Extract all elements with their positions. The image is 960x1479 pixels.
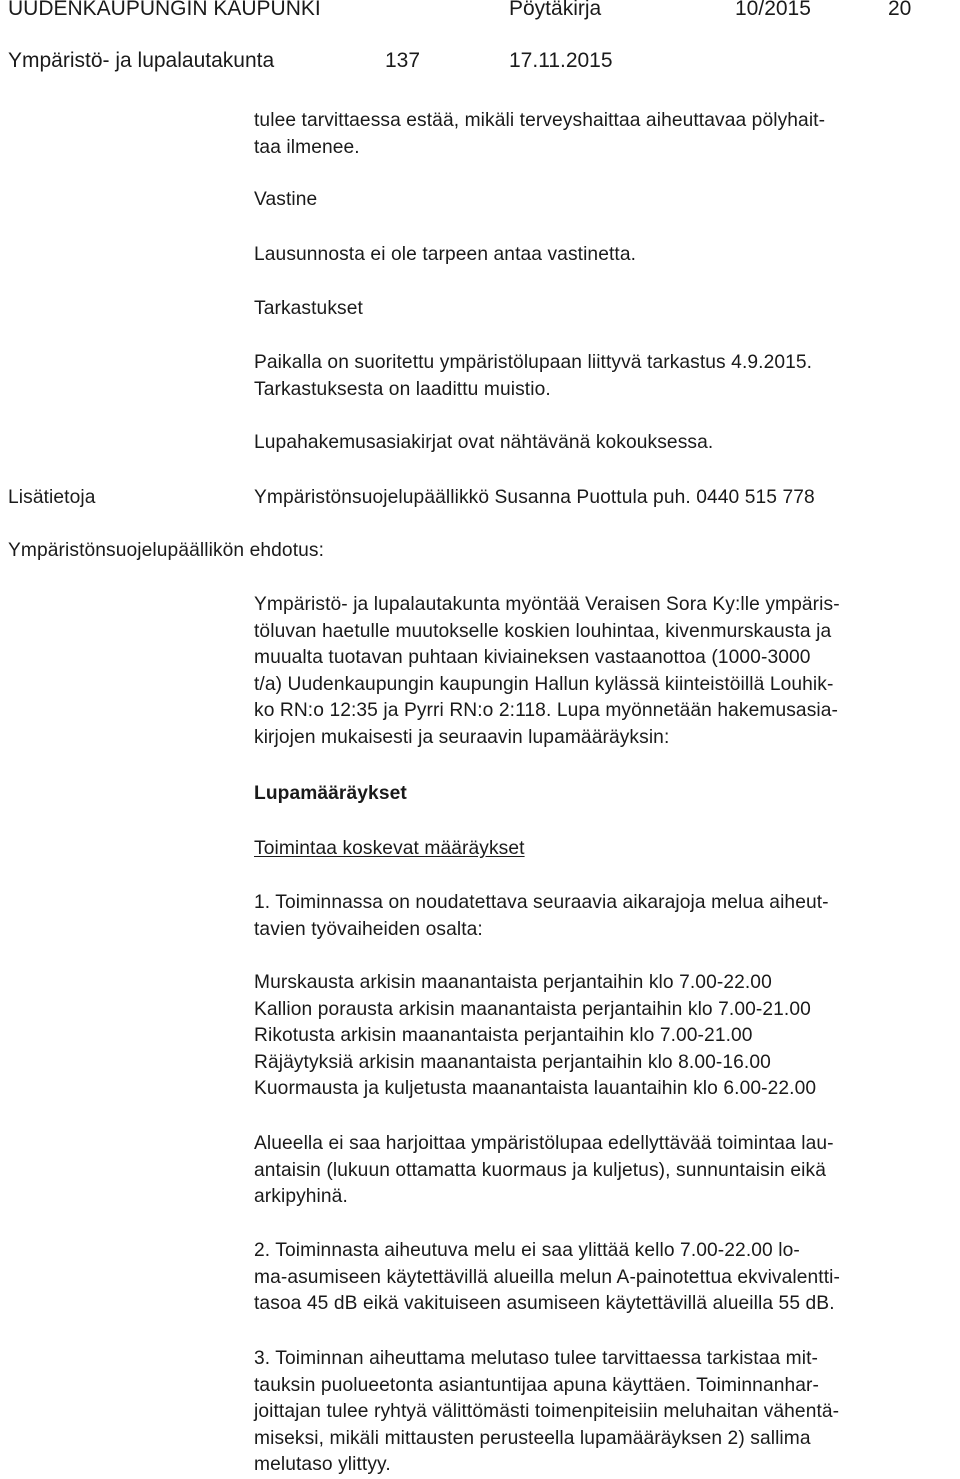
work-hours-list xyxy=(254,970,816,1103)
section-number: 137 xyxy=(385,49,421,72)
intro-paragraph xyxy=(254,108,825,161)
tarkastukset-line: Tarkastuksesta on laadittu muistio. xyxy=(254,378,551,400)
lisatietoja-text: Ympäristönsuojelupäällikkö Susanna Puottula puh. 0440 515 778 xyxy=(254,487,815,508)
item-1-line: tavien työvaiheiden osalta: xyxy=(254,918,483,940)
item-3-paragraph xyxy=(254,1346,839,1479)
proposal-line: Ympäristö- ja lupalautakunta myöntää Veraisen Sora Ky:lle ympäris- xyxy=(254,594,840,615)
page-number: 20 xyxy=(888,0,912,20)
weekend-line: arkipyhinä. xyxy=(254,1186,348,1207)
document-type: Pöytäkirja xyxy=(509,0,602,20)
proposal-line: ko RN:o 12:35 ja Pyrri RN:o 2:118. Lupa myönnetään hakemusasia- xyxy=(254,700,839,721)
work-hours-item: Kallion porausta arkisin maanantaista perjantaihin klo 7.00-21.00 xyxy=(254,998,811,1020)
work-hours-item: Räjäytyksiä arkisin maanantaista perjantaihin klo 8.00-16.00 xyxy=(254,1051,771,1073)
item-2-paragraph xyxy=(254,1238,840,1318)
documents-note: Lupahakemusasiakirjat ovat nähtävänä kokouksessa. xyxy=(254,432,714,453)
proposal-line: muualta tuotavan puhtaan kiviaineksen vastaanottoa (1000-3000 xyxy=(254,647,811,668)
intro-line: tulee tarvittaessa estää, mikäli terveyshaittaa aiheuttavaa pölyhait- xyxy=(254,110,826,131)
item-3-line: melutaso ylittyy. xyxy=(254,1454,391,1475)
weekend-paragraph xyxy=(254,1131,834,1211)
proposal-line: töluvan haetulle muutokselle koskien louhintaa, kivenmurskausta ja xyxy=(254,620,832,642)
meeting-date: 17.11.2015 xyxy=(509,49,613,72)
work-hours-item: Murskausta arkisin maanantaista perjantaihin klo 7.00-22.00 xyxy=(254,972,772,993)
tarkastukset-heading: Tarkastukset xyxy=(254,298,363,319)
document-number: 10/2015 xyxy=(735,0,811,20)
item-2-line: tasoa 45 dB eikä vakituiseen asumiseen käytettävillä alueilla 55 dB. xyxy=(254,1293,835,1314)
intro-line: taa ilmenee. xyxy=(254,136,360,158)
item-1-paragraph xyxy=(254,890,829,943)
vastine-heading: Vastine xyxy=(254,189,318,210)
toimintaa-subheading: Toimintaa koskevat määräykset xyxy=(254,838,525,859)
tarkastukset-paragraph xyxy=(254,350,812,403)
item-2-line: 2. Toiminnasta aiheutuva melu ei saa ylittää kello 7.00-22.00 lo- xyxy=(254,1240,800,1261)
weekend-line: Alueella ei saa harjoittaa ympäristölupaa edellyttävää toimintaa lau- xyxy=(254,1133,834,1154)
proposal-paragraph xyxy=(254,592,840,751)
item-3-line: 3. Toiminnan aiheuttama melutaso tulee tarvittaessa tarkistaa mit- xyxy=(254,1348,819,1369)
vastine-text: Lausunnosta ei ole tarpeen antaa vastinetta. xyxy=(254,244,637,265)
proposal-line: t/a) Uudenkaupungin kaupungin Hallun kylässä kiinteistöillä Louhik- xyxy=(254,673,834,695)
item-1-line: 1. Toiminnassa on noudatettava seuraavia aikarajoja melua aiheut- xyxy=(254,892,829,913)
proposal-label: Ympäristönsuojelupäällikön ehdotus: xyxy=(8,540,325,561)
tarkastukset-line: Paikalla on suoritettu ympäristölupaan liittyvä tarkastus 4.9.2015. xyxy=(254,352,813,373)
work-hours-item: Rikotusta arkisin maanantaista perjantaihin klo 7.00-21.00 xyxy=(254,1025,753,1046)
weekend-line: antaisin (lukuun ottamatta kuormaus ja kuljetus), sunnuntaisin eikä xyxy=(254,1159,826,1181)
item-3-line: miseksi, mikäli mittausten perusteella lupamääräyksen 2) sallima xyxy=(254,1427,811,1449)
proposal-line: kirjojen mukaisesti ja seuraavin lupamääräyksin: xyxy=(254,726,670,748)
lupamaaraykset-heading: Lupamääräykset xyxy=(254,783,407,804)
board-name: Ympäristö- ja lupalautakunta xyxy=(8,49,275,72)
item-2-line: ma-asumiseen käytettävillä alueilla melun A-painotettua ekvivalentti- xyxy=(254,1266,841,1288)
item-3-line: tauksin puolueetonta asiantuntijaa apuna käyttäen. Toiminnanhar- xyxy=(254,1374,820,1396)
organization-name: UUDENKAUPUNGIN KAUPUNKI xyxy=(8,0,321,20)
item-3-line: joittajan tulee ryhtyä välittömästi toimenpiteisiin meluhaitan vähentä- xyxy=(254,1401,840,1422)
lisatietoja-label: Lisätietoja xyxy=(8,487,96,508)
work-hours-item: Kuormausta ja kuljetusta maanantaista lauantaihin klo 6.00-22.00 xyxy=(254,1078,817,1099)
